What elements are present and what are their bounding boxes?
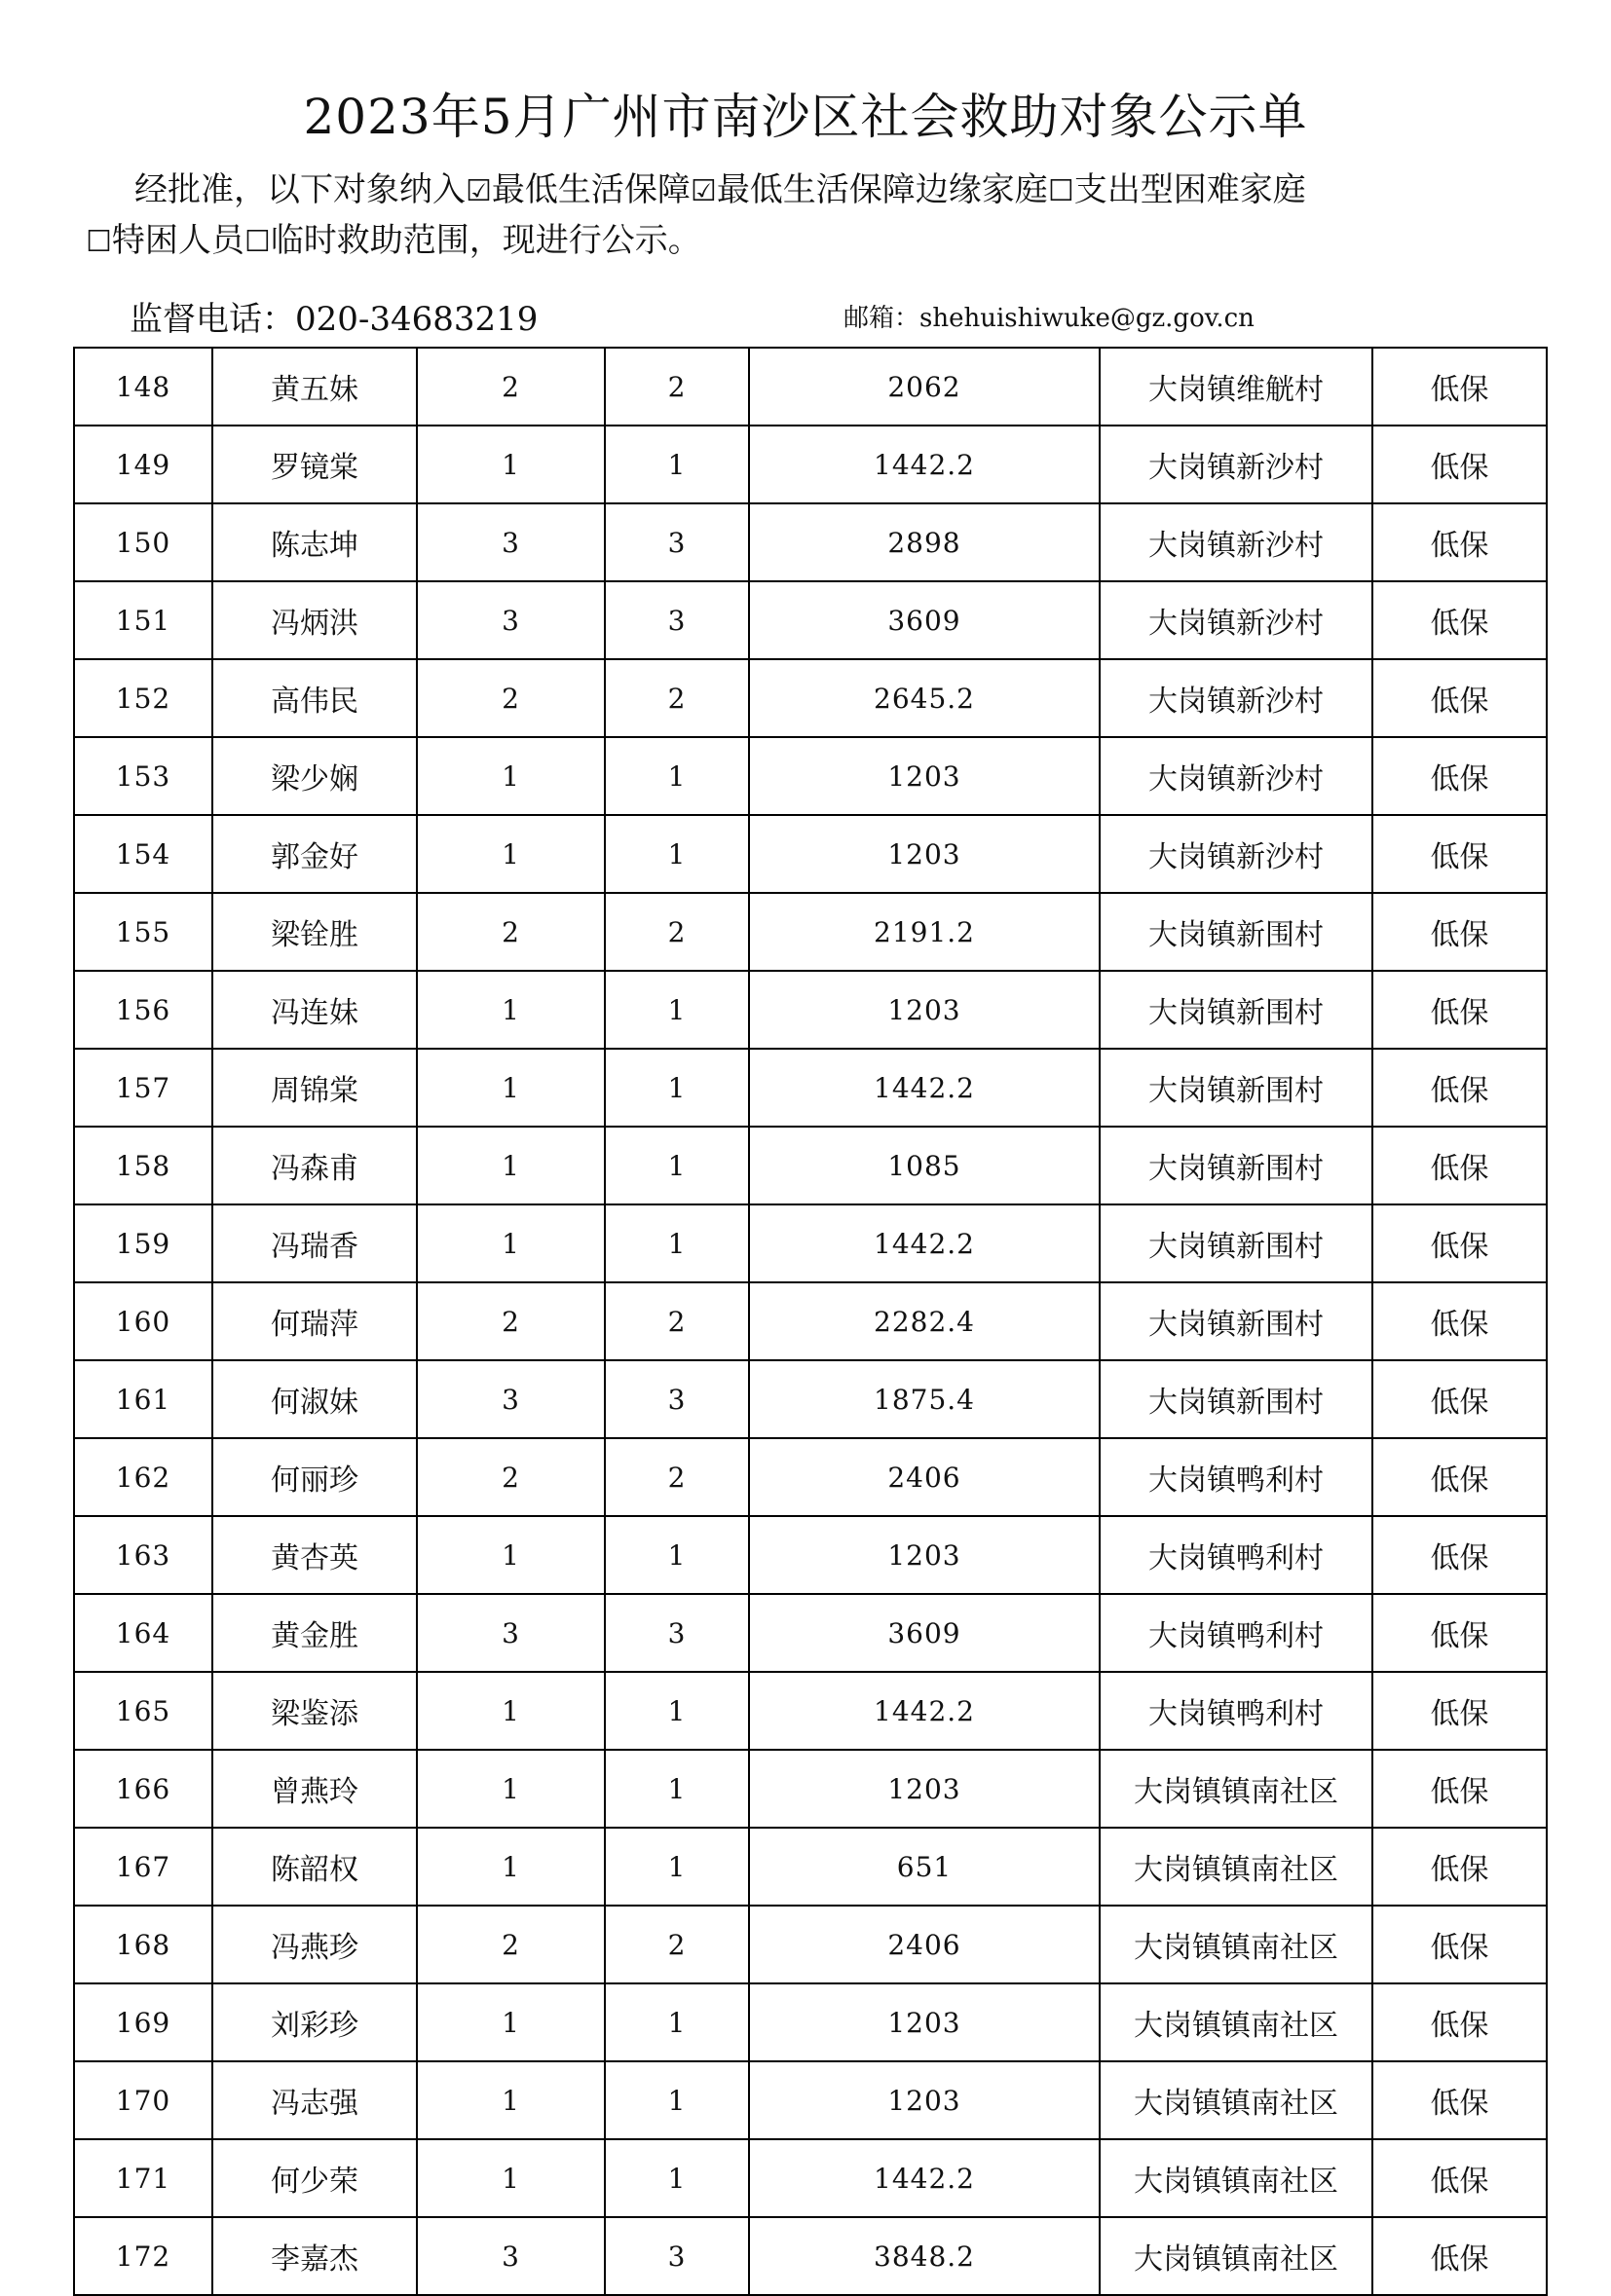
- table-row: [74, 2139, 1547, 2217]
- cell-name: 梁铨胜: [212, 893, 417, 971]
- cell-household-size: 3: [417, 2217, 605, 2295]
- cell-area: 大岗镇新沙村: [1100, 815, 1372, 893]
- cell-name: 何丽珍: [212, 1438, 417, 1516]
- cell-amount: 2406: [749, 1906, 1100, 1983]
- cell-aided-count: 1: [605, 1127, 749, 1204]
- cell-aid-type: 低保: [1372, 1906, 1547, 1983]
- cell-amount: 2191.2: [749, 893, 1100, 971]
- table-row: [74, 971, 1547, 1049]
- cell-name: 周锦棠: [212, 1049, 417, 1127]
- option-min-living: 最低生活保障: [491, 170, 691, 209]
- cell-area: 大岗镇镇南社区: [1100, 1750, 1372, 1828]
- cell-aided-count: 3: [605, 503, 749, 581]
- cell-household-size: 1: [417, 1049, 605, 1127]
- table-row: [74, 893, 1547, 971]
- cell-number: 151: [74, 581, 212, 659]
- cell-household-size: 1: [417, 737, 605, 815]
- table-row: [74, 1282, 1547, 1360]
- cell-aid-type: 低保: [1372, 1672, 1547, 1750]
- cell-name: 高伟民: [212, 659, 417, 737]
- cell-amount: 1442.2: [749, 1049, 1100, 1127]
- cell-area: 大岗镇镇南社区: [1100, 1983, 1372, 2061]
- table-row: [74, 1127, 1547, 1204]
- cell-area: 大岗镇新围村: [1100, 971, 1372, 1049]
- cell-aid-type: 低保: [1372, 2061, 1547, 2139]
- cell-name: 陈志坤: [212, 503, 417, 581]
- cell-name: 罗镜棠: [212, 426, 417, 503]
- cell-household-size: 1: [417, 1983, 605, 2061]
- cell-area: 大岗镇鸭利村: [1100, 1594, 1372, 1672]
- contact-email: 邮箱：shehuishiwuke@gz.gov.cn: [843, 304, 1255, 333]
- cell-area: 大岗镇镇南社区: [1100, 2139, 1372, 2217]
- table-row: [74, 1360, 1547, 1438]
- cell-household-size: 1: [417, 815, 605, 893]
- cell-aided-count: 3: [605, 581, 749, 659]
- cell-aided-count: 3: [605, 1360, 749, 1438]
- cell-household-size: 2: [417, 659, 605, 737]
- cell-area: 大岗镇新围村: [1100, 1127, 1372, 1204]
- cell-aided-count: 1: [605, 426, 749, 503]
- cell-number: 171: [74, 2139, 212, 2217]
- cell-area: 大岗镇维觥村: [1100, 348, 1372, 426]
- cell-name: 何瑞萍: [212, 1282, 417, 1360]
- cell-name: 黄金胜: [212, 1594, 417, 1672]
- table-row: [74, 581, 1547, 659]
- cell-number: 164: [74, 1594, 212, 1672]
- cell-area: 大岗镇新围村: [1100, 1049, 1372, 1127]
- cell-household-size: 2: [417, 1438, 605, 1516]
- checkbox-checked-icon: ☑: [466, 174, 492, 208]
- cell-area: 大岗镇新围村: [1100, 1282, 1372, 1360]
- cell-amount: 2062: [749, 348, 1100, 426]
- cell-number: 148: [74, 348, 212, 426]
- cell-area: 大岗镇新沙村: [1100, 737, 1372, 815]
- intro-line-1: [86, 166, 1547, 216]
- cell-number: 155: [74, 893, 212, 971]
- cell-number: 166: [74, 1750, 212, 1828]
- cell-aided-count: 1: [605, 2061, 749, 2139]
- table-row: [74, 1049, 1547, 1127]
- table-row: [74, 1672, 1547, 1750]
- table-row: [74, 1594, 1547, 1672]
- cell-aided-count: 2: [605, 1906, 749, 1983]
- cell-household-size: 1: [417, 1516, 605, 1594]
- cell-area: 大岗镇镇南社区: [1100, 2217, 1372, 2295]
- cell-amount: 2406: [749, 1438, 1100, 1516]
- cell-household-size: 2: [417, 893, 605, 971]
- cell-number: 156: [74, 971, 212, 1049]
- cell-household-size: 1: [417, 426, 605, 503]
- cell-aid-type: 低保: [1372, 1360, 1547, 1438]
- cell-amount: 1203: [749, 1750, 1100, 1828]
- intro-prefix: 经批准，以下对象纳入: [134, 170, 466, 209]
- cell-name: 冯连妹: [212, 971, 417, 1049]
- cell-amount: 3848.2: [749, 2217, 1100, 2295]
- cell-area: 大岗镇新沙村: [1100, 426, 1372, 503]
- cell-amount: 2898: [749, 503, 1100, 581]
- cell-area: 大岗镇鸭利村: [1100, 1672, 1372, 1750]
- cell-name: 冯燕珍: [212, 1906, 417, 1983]
- cell-aided-count: 1: [605, 1516, 749, 1594]
- cell-aided-count: 1: [605, 971, 749, 1049]
- cell-aided-count: 1: [605, 1828, 749, 1906]
- cell-aid-type: 低保: [1372, 1983, 1547, 2061]
- cell-amount: 1085: [749, 1127, 1100, 1204]
- cell-aid-type: 低保: [1372, 581, 1547, 659]
- aid-recipient-table: [73, 347, 1548, 2296]
- cell-aid-type: 低保: [1372, 348, 1547, 426]
- cell-aid-type: 低保: [1372, 971, 1547, 1049]
- table-row: [74, 737, 1547, 815]
- cell-name: 李嘉杰: [212, 2217, 417, 2295]
- cell-name: 冯志强: [212, 2061, 417, 2139]
- cell-aid-type: 低保: [1372, 1750, 1547, 1828]
- cell-amount: 1442.2: [749, 1204, 1100, 1282]
- cell-amount: 1203: [749, 1516, 1100, 1594]
- cell-aided-count: 2: [605, 1282, 749, 1360]
- cell-aided-count: 2: [605, 348, 749, 426]
- cell-amount: 3609: [749, 581, 1100, 659]
- cell-aid-type: 低保: [1372, 1127, 1547, 1204]
- cell-household-size: 3: [417, 581, 605, 659]
- table-row: [74, 426, 1547, 503]
- cell-household-size: 1: [417, 1828, 605, 1906]
- cell-amount: 1203: [749, 971, 1100, 1049]
- table-row: [74, 2061, 1547, 2139]
- cell-amount: 1875.4: [749, 1360, 1100, 1438]
- cell-aided-count: 1: [605, 1750, 749, 1828]
- cell-aid-type: 低保: [1372, 1828, 1547, 1906]
- table-row: [74, 348, 1547, 426]
- cell-number: 149: [74, 426, 212, 503]
- cell-number: 165: [74, 1672, 212, 1750]
- cell-number: 150: [74, 503, 212, 581]
- cell-area: 大岗镇镇南社区: [1100, 1906, 1372, 1983]
- checkbox-unchecked-icon: ☐: [86, 225, 112, 259]
- intro-line-2: [86, 216, 1547, 267]
- checkbox-unchecked-icon: ☐: [244, 225, 271, 259]
- cell-aid-type: 低保: [1372, 1438, 1547, 1516]
- cell-number: 152: [74, 659, 212, 737]
- cell-aided-count: 2: [605, 659, 749, 737]
- cell-name: 郭金好: [212, 815, 417, 893]
- table-row: [74, 503, 1547, 581]
- table-row: [74, 2217, 1547, 2295]
- checkbox-unchecked-icon: ☐: [1047, 174, 1074, 208]
- cell-number: 163: [74, 1516, 212, 1594]
- cell-aided-count: 1: [605, 1672, 749, 1750]
- cell-number: 161: [74, 1360, 212, 1438]
- cell-number: 160: [74, 1282, 212, 1360]
- cell-household-size: 2: [417, 348, 605, 426]
- cell-aid-type: 低保: [1372, 426, 1547, 503]
- cell-household-size: 1: [417, 1204, 605, 1282]
- cell-amount: 2282.4: [749, 1282, 1100, 1360]
- contact-info: [0, 292, 1611, 339]
- cell-number: 162: [74, 1438, 212, 1516]
- cell-aided-count: 1: [605, 1204, 749, 1282]
- cell-area: 大岗镇新沙村: [1100, 581, 1372, 659]
- cell-name: 黄杏英: [212, 1516, 417, 1594]
- cell-name: 何少荣: [212, 2139, 417, 2217]
- cell-household-size: 2: [417, 1282, 605, 1360]
- cell-amount: 1442.2: [749, 1672, 1100, 1750]
- cell-number: 168: [74, 1906, 212, 1983]
- cell-aided-count: 2: [605, 1438, 749, 1516]
- cell-household-size: 3: [417, 1594, 605, 1672]
- cell-household-size: 1: [417, 1672, 605, 1750]
- cell-amount: 651: [749, 1828, 1100, 1906]
- cell-number: 154: [74, 815, 212, 893]
- cell-number: 172: [74, 2217, 212, 2295]
- cell-area: 大岗镇鸭利村: [1100, 1516, 1372, 1594]
- cell-aided-count: 2: [605, 893, 749, 971]
- cell-name: 梁少娴: [212, 737, 417, 815]
- cell-aid-type: 低保: [1372, 893, 1547, 971]
- option-temporary-aid: 临时救助范围，现进行公示。: [270, 221, 701, 260]
- cell-aided-count: 1: [605, 737, 749, 815]
- cell-name: 何淑妹: [212, 1360, 417, 1438]
- cell-area: 大岗镇鸭利村: [1100, 1438, 1372, 1516]
- cell-aided-count: 1: [605, 2139, 749, 2217]
- option-min-living-marginal: 最低生活保障边缘家庭: [716, 170, 1048, 209]
- cell-number: 158: [74, 1127, 212, 1204]
- cell-name: 梁鉴添: [212, 1672, 417, 1750]
- table-row: [74, 815, 1547, 893]
- cell-household-size: 1: [417, 2061, 605, 2139]
- cell-name: 冯森甫: [212, 1127, 417, 1204]
- cell-household-size: 3: [417, 1360, 605, 1438]
- cell-number: 159: [74, 1204, 212, 1282]
- cell-amount: 1203: [749, 1983, 1100, 2061]
- cell-amount: 1203: [749, 737, 1100, 815]
- cell-aided-count: 3: [605, 1594, 749, 1672]
- cell-household-size: 1: [417, 1127, 605, 1204]
- cell-number: 153: [74, 737, 212, 815]
- cell-household-size: 2: [417, 1906, 605, 1983]
- cell-number: 167: [74, 1828, 212, 1906]
- table-row: [74, 1750, 1547, 1828]
- cell-household-size: 3: [417, 503, 605, 581]
- table-body: [74, 348, 1547, 2295]
- cell-name: 冯瑞香: [212, 1204, 417, 1282]
- cell-area: 大岗镇新围村: [1100, 893, 1372, 971]
- table-row: [74, 1906, 1547, 1983]
- cell-aid-type: 低保: [1372, 1282, 1547, 1360]
- cell-number: 170: [74, 2061, 212, 2139]
- cell-amount: 1442.2: [749, 426, 1100, 503]
- cell-aided-count: 1: [605, 1983, 749, 2061]
- cell-amount: 1203: [749, 2061, 1100, 2139]
- cell-area: 大岗镇新沙村: [1100, 659, 1372, 737]
- cell-aid-type: 低保: [1372, 1594, 1547, 1672]
- cell-number: 169: [74, 1983, 212, 2061]
- cell-amount: 2645.2: [749, 659, 1100, 737]
- cell-name: 黄五妹: [212, 348, 417, 426]
- cell-aid-type: 低保: [1372, 503, 1547, 581]
- cell-aided-count: 3: [605, 2217, 749, 2295]
- supervision-phone: 监督电话：020-34683219: [130, 300, 539, 339]
- cell-household-size: 1: [417, 2139, 605, 2217]
- option-expenditure-hardship: 支出型困难家庭: [1073, 170, 1306, 209]
- cell-aided-count: 1: [605, 815, 749, 893]
- cell-household-size: 1: [417, 971, 605, 1049]
- cell-aid-type: 低保: [1372, 659, 1547, 737]
- page-title: 2023年5月广州市南沙区社会救助对象公示单: [303, 89, 1308, 145]
- cell-aid-type: 低保: [1372, 737, 1547, 815]
- table-row: [74, 1204, 1547, 1282]
- cell-household-size: 1: [417, 1750, 605, 1828]
- cell-area: 大岗镇镇南社区: [1100, 2061, 1372, 2139]
- table-row: [74, 1516, 1547, 1594]
- cell-aid-type: 低保: [1372, 1204, 1547, 1282]
- checkbox-checked-icon: ☑: [690, 174, 717, 208]
- cell-amount: 3609: [749, 1594, 1100, 1672]
- cell-area: 大岗镇镇南社区: [1100, 1828, 1372, 1906]
- cell-area: 大岗镇新沙村: [1100, 503, 1372, 581]
- cell-name: 刘彩珍: [212, 1983, 417, 2061]
- cell-aid-type: 低保: [1372, 815, 1547, 893]
- table-row: [74, 1983, 1547, 2061]
- table-row: [74, 1828, 1547, 1906]
- cell-aid-type: 低保: [1372, 2139, 1547, 2217]
- cell-amount: 1442.2: [749, 2139, 1100, 2217]
- cell-amount: 1203: [749, 815, 1100, 893]
- option-special-hardship: 特困人员: [111, 221, 244, 260]
- cell-aid-type: 低保: [1372, 2217, 1547, 2295]
- cell-name: 冯炳洪: [212, 581, 417, 659]
- table-row: [74, 1438, 1547, 1516]
- cell-area: 大岗镇新围村: [1100, 1360, 1372, 1438]
- cell-name: 曾燕玲: [212, 1750, 417, 1828]
- cell-aid-type: 低保: [1372, 1516, 1547, 1594]
- intro-paragraph: [86, 166, 1547, 267]
- cell-number: 157: [74, 1049, 212, 1127]
- cell-aided-count: 1: [605, 1049, 749, 1127]
- cell-name: 陈韶权: [212, 1828, 417, 1906]
- cell-aid-type: 低保: [1372, 1049, 1547, 1127]
- table-row: [74, 659, 1547, 737]
- cell-area: 大岗镇新围村: [1100, 1204, 1372, 1282]
